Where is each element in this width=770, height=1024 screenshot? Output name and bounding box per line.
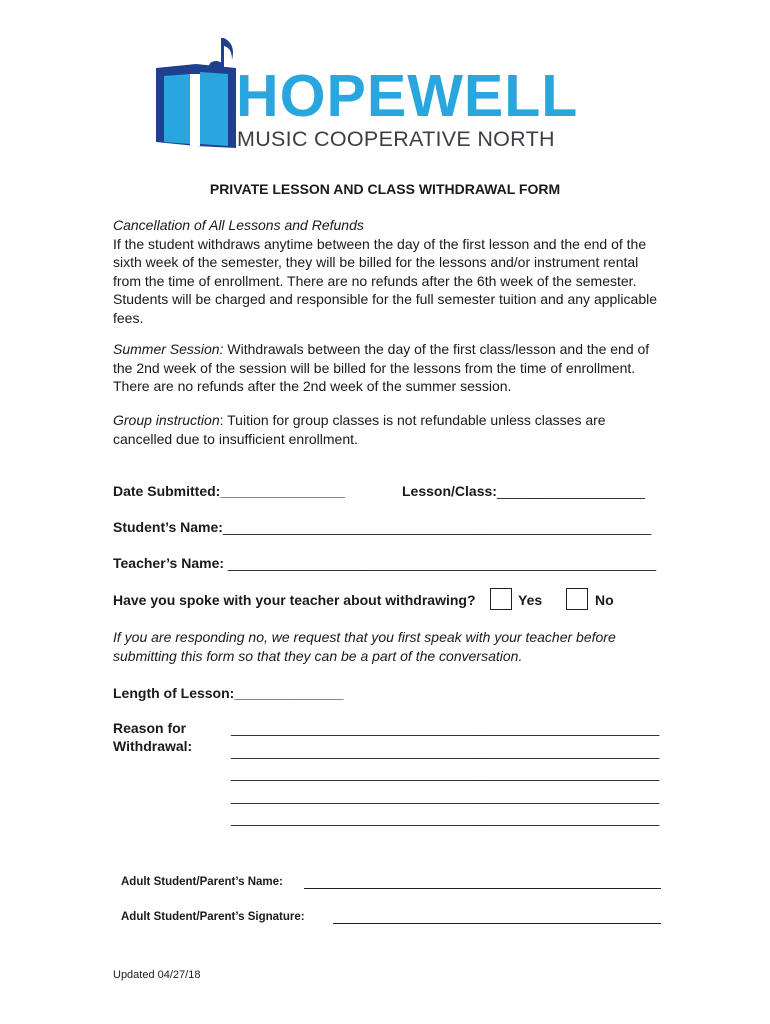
- no-checkbox[interactable]: [566, 588, 588, 610]
- students-name-line[interactable]: _______________________________________________________: [222, 519, 652, 535]
- group-label: Group instruction: [113, 412, 220, 428]
- group-line: cancelled due to insufficient enrollment.: [113, 430, 358, 447]
- cancellation-line: Students will be charged and responsible for the full semester tuition and any applicable: [113, 291, 657, 307]
- reason-line[interactable]: _______________________________________________________: [231, 810, 660, 826]
- yes-label: Yes: [518, 592, 543, 608]
- yes-checkbox[interactable]: [490, 588, 512, 610]
- logo-mark: [152, 36, 236, 150]
- spoke-question: Have you spoke with your teacher about withdrawing?: [113, 592, 476, 608]
- cancellation-line: If the student withdraws anytime between the day of the first lesson and the end of the: [113, 235, 647, 252]
- reason-line[interactable]: _______________________________________________________: [231, 787, 660, 804]
- lesson-class-line[interactable]: ___________________: [496, 483, 645, 499]
- students-name-label: Student’s Name:: [113, 519, 223, 535]
- parent-signature-line[interactable]: [333, 909, 661, 924]
- cancellation-line: sixth week of the semester, they will be billed for the lessons and/or instrument rental: [113, 254, 639, 270]
- teachers-name-label: Teacher’s Name:: [113, 555, 225, 571]
- cancellation-line: fees.: [113, 309, 144, 326]
- logo-wordmark: HOPEWELL: [236, 63, 579, 129]
- summer-line: Withdrawals between the day of the first class/lesson and the end of: [223, 341, 650, 357]
- students-name-field[interactable]: [113, 518, 651, 536]
- length-of-lesson-field[interactable]: Length of Lesson:______________: [113, 685, 344, 701]
- form-title: PRIVATE LESSON AND CLASS WITHDRAWAL FORM: [209, 181, 561, 197]
- cancellation-heading: Cancellation of All Lessons and Refunds: [113, 217, 364, 233]
- cancellation-section: [113, 216, 658, 327]
- reason-label: [113, 719, 192, 755]
- logo-subtitle: MUSIC COOPERATIVE NORTH: [237, 127, 555, 151]
- lesson-class-label: Lesson/Class:: [402, 483, 497, 499]
- reason-line[interactable]: _______________________________________________________: [231, 765, 660, 781]
- group-line: : Tuition for group classes is not refundable unless classes are: [219, 412, 606, 428]
- reason-label-line: Withdrawal:: [113, 738, 193, 754]
- teachers-name-line[interactable]: _______________________________________________________: [224, 555, 657, 571]
- summer-label: Summer Session:: [113, 341, 224, 357]
- parent-name-label: Adult Student/Parent’s Name:: [121, 876, 283, 888]
- parent-name-line[interactable]: [304, 874, 661, 889]
- summer-line: the 2nd week of the session will be billed for the lessons from the time of enrollment.: [113, 359, 636, 376]
- summer-section: [113, 340, 658, 396]
- reason-line[interactable]: _______________________________________________________: [231, 720, 660, 736]
- teachers-name-field[interactable]: [113, 554, 656, 572]
- no-response-note: [113, 628, 658, 665]
- date-submitted-field[interactable]: Date Submitted:________________: [113, 483, 345, 499]
- note-line: submitting this form so that they can be a part of the conversation.: [113, 647, 523, 664]
- lesson-class-field[interactable]: [402, 482, 645, 500]
- cancellation-line: from the time of enrollment. There are no refunds after the 6th week of the semester.: [113, 272, 637, 289]
- updated-date: Updated 04/27/18: [113, 969, 201, 981]
- summer-line: There are no refunds after the 2nd week of the summer session.: [113, 378, 512, 394]
- no-label: No: [595, 592, 614, 608]
- group-section: [113, 411, 658, 448]
- reason-lines[interactable]: [231, 717, 659, 830]
- note-line: If you are responding no, we request that you first speak with your teacher before: [113, 629, 616, 645]
- reason-label-line: Reason for: [113, 720, 187, 736]
- parent-signature-label: Adult Student/Parent’s Signature:: [121, 911, 305, 923]
- reason-line[interactable]: _______________________________________________________: [231, 742, 660, 759]
